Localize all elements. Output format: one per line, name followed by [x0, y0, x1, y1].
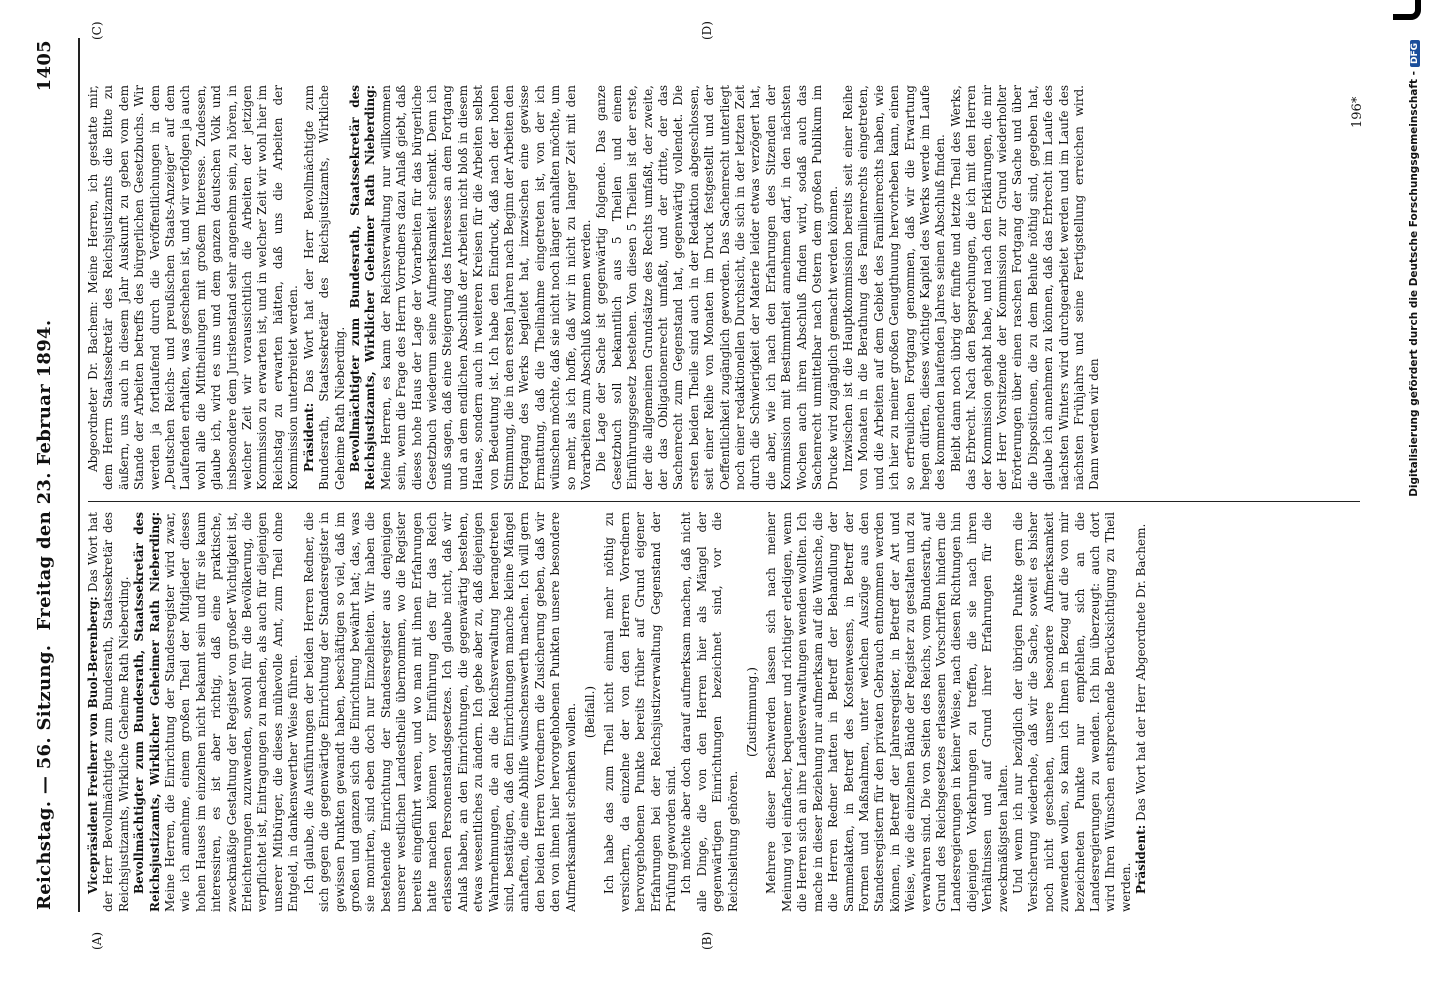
paragraph [86, 512, 132, 912]
paragraph-text: Meine Herren, es kann der Reichsverwaltung nur willkommen sein, wenn die Frage des Herrn Vorredners dazu Anlaß giebt, daß dieses hohe Haus der Lage der Vorarbeiten für das bürgerliche Gesetzbuch wiederum seine Aufmerksamkeit schenkt. Denn ich muß sagen, daß eine Steigerung des Interesses an dem Fortgang und an dem endlichen Abschluß der Arbeiten nicht bloß in diesem Hause, sondern auch in weiteren Kreisen für die Arbeiten selbst von Bedeutung ist. Ich habe den Eindruck, daß nach der hohen Stimmung, die in den ersten Jahren nach Beginn der Arbeiten den Fortgang des Werks begleitet hat, inzwischen eine gewisse Ermattung, daß die Theilnahme eingetreten ist, von der ich wünschen möchte, daß sie nicht noch länger anhalten möchte, um so mehr, als ich hoffe, daß wir in nicht zu langer Zeit mit den Vorarbeiten zum Abschluß kommen werden. [378, 85, 593, 490]
paragraph-text: Bleibt dann noch übrig der fünfte und letzte Theil des Werks, das Erbrecht. Nach den Besprechungen, die ich mit den Herren der Kommission gehabt habe, und nach den Erklärungen, die mir der Herr Vorsitzende der Kommission zur Grund wiederholter Erörterungen über einen raschen Fortgang der Sache und über die Dispositionen, die zu dem Behufe nöthig sind, gegeben hat, glaube ich annehmen zu können, daß das Erbrecht im Laufe des nächsten Winters wird durchgearbeitet werden und im Laufe des nächsten Frühjahrs und seine Fertigstellung erreichen wird. Dann werden wir den [948, 85, 1102, 490]
paragraph [1134, 512, 1149, 912]
paragraph [86, 85, 302, 490]
paragraph [602, 512, 679, 912]
margin-marker-c: (C) [90, 21, 104, 40]
speaker-name: Präsident: [1134, 824, 1149, 894]
paragraph-text: Das Wort hat der Herr Abgeordnete Dr. Bachem. [1134, 523, 1149, 821]
paragraph [764, 512, 1011, 912]
speaker-name: Bevollmächtigter zum Bundesrath, Staatssekretär des Reichsjustizamts, Wirklicher Geheimer Rath Nieberding: [132, 512, 162, 912]
paragraph-text: Die Lage der Sache ist gegenwärtig folgende. Das ganze Gesetzbuch soll bekanntlich aus 5 Theilen und einem Einführungsgesetz bestehen. Von diesen 5 Theilen ist der erste, der die allgemeinen Grundsätze des Rechts umfaßt, der zweite, der das Obligationenrecht umfaßt, und der dritte, der das Sachenrecht zum Gegenstand hat, gegenwärtig vollendet. Die ersten beiden Theile sind auch in der Redaktion abgeschlossen, seit einer Reihe von Monaten im Druck festgestellt und der Oeffentlichkeit zugänglich geworden. Das Sachenrecht unterliegt noch einer redaktionellen Durchsicht, die sich in der letzten Zeit durch die Schwierigkeit der Materie leider etwas verzögert hat, die aber, wie ich nach den Erfahrungen des Sitzenden der Kommission mit Bestimmtheit annehmen darf, in den nächsten Wochen auch ihren Abschluß finden wird, sodaß auch das Sachenrecht unmittelbar nach Ostern dem großen Publikum im Drucke wird zugänglich gemacht werden können. [594, 85, 840, 490]
stage-direction: (Zustimmung.) [745, 667, 760, 757]
column-left [86, 512, 1354, 912]
paragraph-text: Und wenn ich nur bezüglich der übrigen Punkte gern die Versicherung wiederhole, daß wir die Sache, soweit es bisher noch nicht geschehen, unsere besondere Aufmerksamkeit zuwenden wollen, so kann ich Ihnen in Bezug auf die von mir bezeichneten Punkte nur empfehlen, sich an die Landesregierungen zu wenden. Ich bin überzeugt: auch dort wird Ihren Wünschen entsprechende Berücksichtigung zu Theil werden. [1010, 512, 1133, 912]
speaker-name: Präsident: [301, 402, 316, 472]
paragraph-text: Das Wort hat der Herr Bevollmächtigte zum Bundesrath, Staatssekretär des Reichsjustizamts, Wirkliche Geheime Rath Nieberding. [301, 85, 347, 490]
paragraph [132, 512, 301, 912]
stage-direction: (Beifall.) [583, 685, 597, 739]
paragraph-text: Das Wort hat der Herr Bevollmächtigte zum Bundesrath, Staatssekretär des Reichsjustizamts, Wirkliche Geheime Rath Nieberding. [86, 512, 131, 912]
paragraph [841, 85, 949, 490]
corner-crop-mark [1393, 0, 1421, 20]
paragraph [348, 85, 595, 490]
paragraph-text: Ich möchte aber doch darauf aufmerksam machen, daß nicht alle Dinge, die von den Herren hier als Mängel der gegenwärtigen Einrichtungen bezeichnet sind, vor die Reichsleitung gehören. [679, 512, 740, 912]
paragraph [594, 85, 841, 490]
paragraph [949, 85, 1103, 490]
paragraph-text: Inzwischen ist die Hauptkommission bereits seit einer Reihe von Monaten in die Berathung des Familienrechts eingetreten, und die Arbeiten auf dem Gebiet des Familienrechts haben, wie ich hier zu meiner großen Genugthuung hervorheben kann, einen so erfreulichen Fortgang genommen, daß wir die Erwartung hegen dürfen, dieses wichtige Kapitel des Werks werde im Laufe des kommenden laufenden Jahres seinen Abschluß finden. [840, 85, 948, 490]
header-page-number: 1405 [34, 40, 55, 92]
paragraph-text: Mehrere dieser Beschwerden lassen sich nach meiner Meinung viel einfacher, bequemer und richtiger erledigen, wenn die Herren sich an ihre Landesverwaltungen wenden wollten. Ich mache in dieser Beziehung nur aufmerksam auf die Wünsche, die die Herren Redner hatten in Betreff der Behandlung der Sammelakten, in Betreff des Kostenwesens, in Betreff der Formen und Maßnahmen, unter welchen Auszüge aus den Standesregistern für den privaten Gebrauch entnommen werden können, in Betreff der Jahresregister, in Betreff der Art und Weise, wie die einzelnen Bände der Register zu gestalten und zu verwahren sind. Die von Seiten des Reichs, vom Bundesrath, auf Grund des Reichsgesetzes erlassenen Vorschriften hindern die Landesregierungen in keiner Weise, nach diesen Richtungen hin diejenigen Vorkehrungen zu treffen, die sie nach ihren Verhältnissen und auf Grund ihrer Erfahrungen für die zweckmäßigsten halten. [764, 512, 1010, 912]
column-right [86, 85, 1354, 490]
paragraph [1011, 512, 1134, 912]
signature-mark: 196* [1350, 96, 1365, 128]
paragraph [302, 512, 579, 912]
speaker-name: Vicepräsident Freiherr von Buol-Berenberg: [86, 596, 100, 894]
header-rule [78, 38, 80, 912]
margin-marker-b: (B) [700, 931, 714, 950]
paragraph [679, 512, 741, 912]
margin-marker-d: (D) [700, 21, 714, 40]
footer-text: Digitalisierung gefördert durch die Deutsche Forschungsgemeinschaft - [1408, 71, 1420, 497]
paragraph-text: Ich habe das zum Theil nicht einmal mehr nöthig zu versichern, da einzelne der von den Herren Vorrednern hervorgehobenen Punkte bereits früher auf Grund eigener Erfahrungen bei der Reichsjustizverwaltung Gegenstand der Prüfung geworden sind. [602, 512, 679, 912]
page-header [28, 40, 68, 910]
paragraph-text: Ich glaube, die Ausführungen der beiden Herren Redner, die sich gegen die gegenwärtige Einrichtung der Standesregister in gewissen Punkten gewandt haben, beschäftigen so viel, daß im großen und ganzen sich die Einrichtung bewährt hat; das, was sie monirten, sind eben doch nur Einzelheiten. Wir haben die bestehende Einrichtung der Standesregister aus denjenigen unserer westlichen Landestheile übernommen, wo die Register bereits eingeführt waren, und wo man mit ihnen Erfahrungen hatte machen können vor Einführung des für das Reich erlassenen Personenstandsgesetzes. Ich glaube nicht, daß wir Anlaß haben, an den Einrichtungen, die gegenwärtig bestehen, etwas wesentliches zu ändern. Ich gebe aber zu, daß diejenigen Wahrnehmungen, die an die Reichsverwaltung herangetreten sind, bestätigen, daß den Einrichtungen manche kleine Mängel anhaften, die eine Abhilfe wünschenswerth machen. Ich will gern den beiden Herren Vorrednern die Zusicherung geben, daß wir den von ihnen hier hervorgehobenen Punkten unsere besondere Aufmerksamkeit schenken wollen. [301, 512, 578, 912]
paragraph-text: Abgeordneter Dr. Bachem: Meine Herren, ich gestatte mir, dem Herrn Staatssekretär des Reichsjustizamts die Bitte zu äußern, uns auch in diesem Jahr Auskunft zu geben vom dem Stande der Arbeiten betreffs des bürgerlichen Gesetzbuchs. Wir werden ja fortlaufend durch die Veröffentlichungen in dem „Deutschen Reichs- und preußischen Staats-Anzeiger“ auf dem Laufenden erhalten, was geschehen ist, und wir verfolgen ja auch wohl alle die Mittheilungen mit großem Interesse. Zudessen, glaube ich, wird es uns und dem ganzen deutschen Volk und insbesondere dem Juristenstand sehr angenehm sein, zu hören, in welcher Zeit wir voraussichtlich die Arbeiten der jetzigen Kommission zu erwarten ist, und in welcher Zeit wir wohl hier im Reichstag zu erwarten hätten, daß uns die Arbeiten der Kommission unterbreitet werden. [86, 85, 301, 490]
column-rule [88, 501, 1360, 502]
header-date: Freitag den 23. Februar 1894. [34, 319, 55, 631]
digitization-footer [1408, 40, 1420, 760]
speaker-name: Bevollmächtigter zum Bundesrath, Staatssekretär des Reichsjustizamts, Wirklicher Geheimer Rath Nieberding: [347, 85, 378, 490]
paragraph-text: Meine Herren, die Einrichtung der Standesregister wird zwar, wie ich annehme, einem großen Theil der Mitglieder dieses hohen Hauses im einzelnen nicht bekannt sein und für sie kaum interessiren, es ist aber richtig, daß eine praktische, zweckmäßige Gestaltung der Register von großer Wichtigkeit ist, Erleichterungen zuzuwenden, sowohl für die Bevölkerung, die verpflichtet ist, Eintragungen zu machen, als auch für diejenigen unserer Mitbürger, die dieses mühevolle Amt, zum Theil ohne Entgeld, in dankenswerther Weise führen. [163, 512, 301, 912]
margin-marker-a: (A) [90, 931, 104, 950]
header-session: Reichstag. — 56. Sitzung. [34, 644, 55, 910]
paragraph [302, 85, 348, 490]
dfg-logo: DFG [1410, 40, 1420, 67]
